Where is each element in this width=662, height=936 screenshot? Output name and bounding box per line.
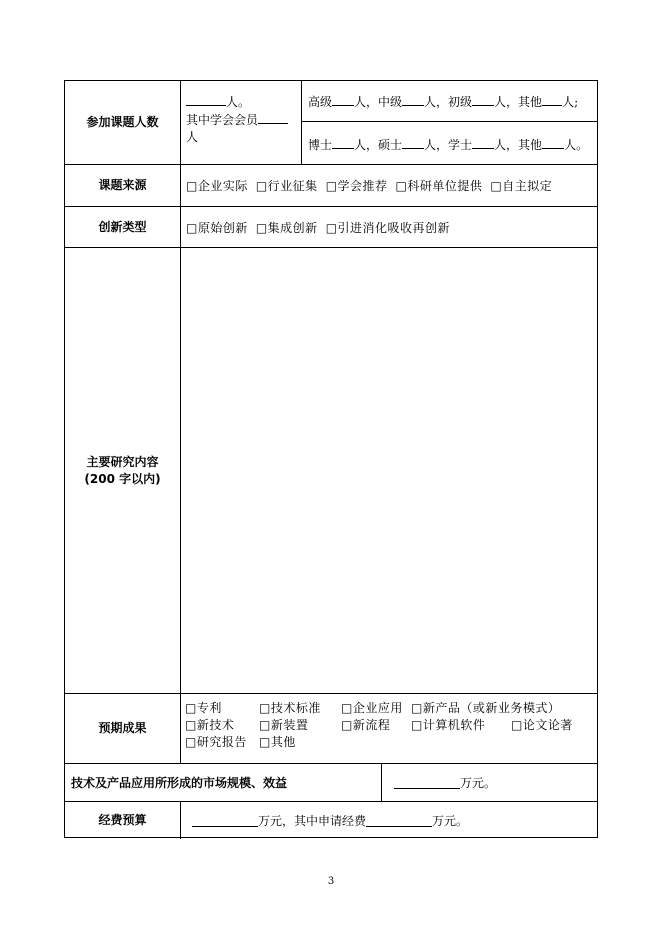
member-suffix: 人 [186,130,199,144]
degrees-line [308,136,597,153]
member-count-blank[interactable] [258,111,288,124]
budget-label: 经费预算 [65,802,181,839]
participants-count-cell [180,81,302,164]
outcome-new-process[interactable]: □新流程 [341,718,391,732]
page-number: 3 [327,876,335,887]
innovation-options [180,207,597,247]
market-value [382,764,597,801]
title-other-blank[interactable] [542,93,562,106]
degree-bachelor: 人，学士 [424,138,473,152]
outcome-standard[interactable]: □技术标准 [259,701,321,715]
innovation-row [65,207,597,248]
budget-total-blank[interactable] [192,814,258,827]
senior-blank[interactable] [332,93,354,106]
budget-unit: 万元。 [432,814,469,828]
outcomes-line-3 [185,734,597,751]
degree-phd: 博士 [308,138,333,152]
innovation-label: 创新类型 [65,207,181,247]
degree-other-blank[interactable] [542,136,564,149]
market-amount-blank[interactable] [394,776,460,789]
junior-blank[interactable] [472,93,494,106]
outcome-other[interactable]: □其他 [259,735,296,749]
participants-breakdown-cell [302,81,597,164]
title-senior: 高级 [308,95,333,109]
research-row [65,248,597,694]
project-form-table [64,80,598,838]
bachelor-blank[interactable] [472,136,494,149]
title-end: 人; [562,95,579,109]
market-unit: 万元。 [460,776,497,790]
outcome-new-tech[interactable]: □新技术 [185,718,235,732]
master-blank[interactable] [402,136,424,149]
research-label [65,248,181,693]
innovation-option-integrated[interactable]: □集成创新 [255,220,318,235]
source-label: 课题来源 [65,165,181,206]
innovation-option-original[interactable]: □原始创新 [186,220,248,235]
breakdown-divider [302,121,597,122]
outcomes-line-2 [185,717,597,734]
member-prefix: 其中学会会员 [186,113,259,127]
degree-end: 人。 [564,138,589,152]
phd-blank[interactable] [332,136,354,149]
outcomes-label: 预期成果 [65,694,181,763]
middle-blank[interactable] [402,93,424,106]
outcomes-options [180,694,597,763]
research-label-limit: (200 字以内) [84,471,161,486]
outcome-papers[interactable]: □论文论著 [511,718,573,732]
outcome-new-product[interactable]: □新产品（或新业务模式） [411,701,561,715]
title-middle: 人，中级 [354,95,403,109]
market-row [65,764,597,802]
participants-row [65,81,597,165]
source-option-society[interactable]: □学会推荐 [325,179,388,193]
participants-label: 参加课题人数 [65,81,181,164]
source-options [180,165,597,206]
source-option-research-unit[interactable]: □科研单位提供 [395,179,483,193]
research-label-title: 主要研究内容 [86,454,159,469]
outcomes-line-1 [185,700,597,717]
participants-content [180,81,597,164]
titles-line [308,93,597,110]
budget-value [180,802,597,839]
title-junior: 人，初级 [424,95,473,109]
source-option-enterprise[interactable]: □企业实际 [186,179,248,193]
research-content-area[interactable] [180,248,597,693]
outcome-patent[interactable]: □专利 [185,701,222,715]
outcome-enterprise-app[interactable]: □企业应用 [341,701,403,715]
outcome-new-device[interactable]: □新装置 [259,718,309,732]
outcomes-row [65,694,597,764]
outcome-report[interactable]: □研究报告 [185,735,247,749]
source-row [65,165,597,207]
outcome-software[interactable]: □计算机软件 [411,718,486,732]
source-option-self[interactable]: □自主拟定 [490,179,553,193]
budget-row [65,802,597,839]
market-label: 技术及产品应用所形成的市场规模、效益 [65,764,382,801]
participant-count-blank[interactable] [186,93,226,106]
budget-middle: 万元，其中申请经费 [258,814,367,828]
source-option-industry[interactable]: □行业征集 [255,179,318,193]
budget-requested-blank[interactable] [366,814,432,827]
degree-master: 人，硕士 [354,138,403,152]
title-other: 人，其他 [494,95,543,109]
degree-other: 人，其他 [494,138,543,152]
innovation-option-absorbed[interactable]: □引进消化吸收再创新 [325,220,451,235]
participant-count-suffix: 人。 [226,95,251,109]
